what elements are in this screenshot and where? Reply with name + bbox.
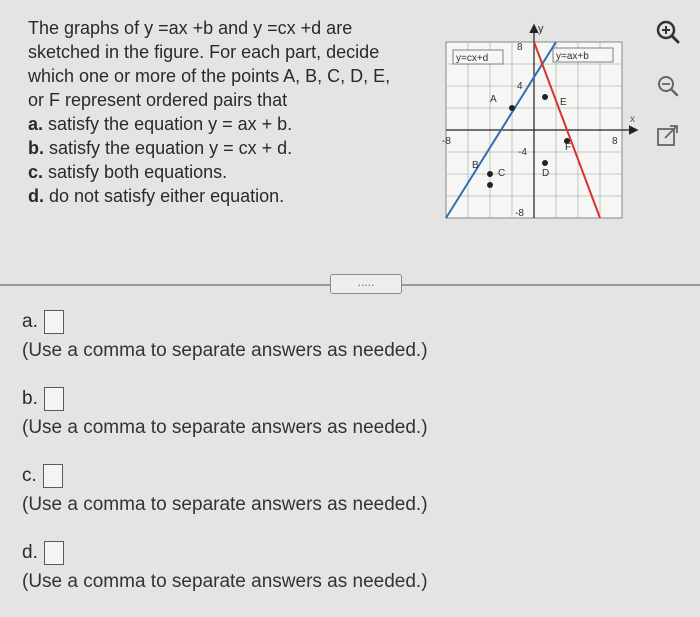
graph-figure xyxy=(440,18,645,228)
answer-b xyxy=(22,387,428,439)
answer-hint: (Use a comma to separate answers as needed.) xyxy=(22,340,428,361)
expand-more-button[interactable]: ..... xyxy=(330,274,402,294)
part-text: satisfy the equation y = ax + b. xyxy=(48,114,293,134)
problem-part-c xyxy=(28,160,408,184)
tick-label-left: -8 xyxy=(442,136,451,147)
answer-hint: (Use a comma to separate answers as needed.) xyxy=(22,417,428,438)
line2-label: y=cx+d xyxy=(456,53,489,64)
point-b-label: B xyxy=(472,160,479,171)
problem-intro: The graphs of y =ax +b and y =cx +d are sketched in the figure. For each part, decide which one or more of the points A, B, C, D, E, or F represent ordered pairs that xyxy=(28,18,391,110)
answer-row xyxy=(22,464,428,488)
point-f-label: F xyxy=(565,142,572,153)
part-label: d. xyxy=(28,186,44,206)
part-text: do not satisfy either equation. xyxy=(49,186,285,206)
answer-hint: (Use a comma to separate answers as needed.) xyxy=(22,494,428,515)
tick-label-right: 8 xyxy=(612,136,618,147)
answer-label: a. xyxy=(22,311,38,332)
answer-a xyxy=(22,310,428,362)
point-c-label: C xyxy=(498,168,506,179)
point-d xyxy=(542,160,548,166)
answer-row xyxy=(22,387,428,411)
part-label: b. xyxy=(28,138,44,158)
problem-parts-list xyxy=(28,112,408,208)
answer-c xyxy=(22,464,428,516)
point-e-label: E xyxy=(560,97,567,108)
point-d-label: D xyxy=(542,168,550,179)
problem-part-d xyxy=(28,184,408,208)
answer-row xyxy=(22,310,428,334)
part-label: c. xyxy=(28,162,44,182)
answer-hint: (Use a comma to separate answers as needed.) xyxy=(22,571,428,592)
tick-label-bottom: -8 xyxy=(515,208,524,219)
answer-input-d[interactable] xyxy=(44,541,64,565)
answer-input-a[interactable] xyxy=(44,310,64,334)
answer-label: c. xyxy=(22,465,37,486)
tick-label-top: 8 xyxy=(517,42,523,53)
problem-part-b xyxy=(28,136,408,160)
point-a-label: A xyxy=(490,94,497,105)
answer-label: d. xyxy=(22,542,38,563)
answer-input-c[interactable] xyxy=(43,464,63,488)
answer-row xyxy=(22,541,428,565)
problem-statement xyxy=(28,16,408,208)
answer-d xyxy=(22,541,428,593)
tick-label-y4: 4 xyxy=(517,81,523,92)
answer-input-b[interactable] xyxy=(44,387,64,411)
x-axis-label: x xyxy=(630,114,635,125)
zoom-out-icon[interactable] xyxy=(648,66,688,106)
graph-svg xyxy=(440,18,645,228)
part-text: satisfy both equations. xyxy=(48,162,228,182)
point-b xyxy=(487,171,493,177)
problem-part-a xyxy=(28,112,408,136)
point-e xyxy=(542,94,548,100)
point-a xyxy=(509,105,515,111)
line1-label: y=ax+b xyxy=(556,51,589,62)
point-c xyxy=(487,182,493,188)
part-text: satisfy the equation y = cx + d. xyxy=(49,138,293,158)
part-label: a. xyxy=(28,114,44,134)
answer-label: b. xyxy=(22,388,38,409)
tick-label-yneg4: -4 xyxy=(518,147,527,158)
zoom-in-icon[interactable] xyxy=(648,12,688,52)
y-axis-label: y xyxy=(538,23,544,35)
external-link-icon[interactable] xyxy=(648,116,688,156)
